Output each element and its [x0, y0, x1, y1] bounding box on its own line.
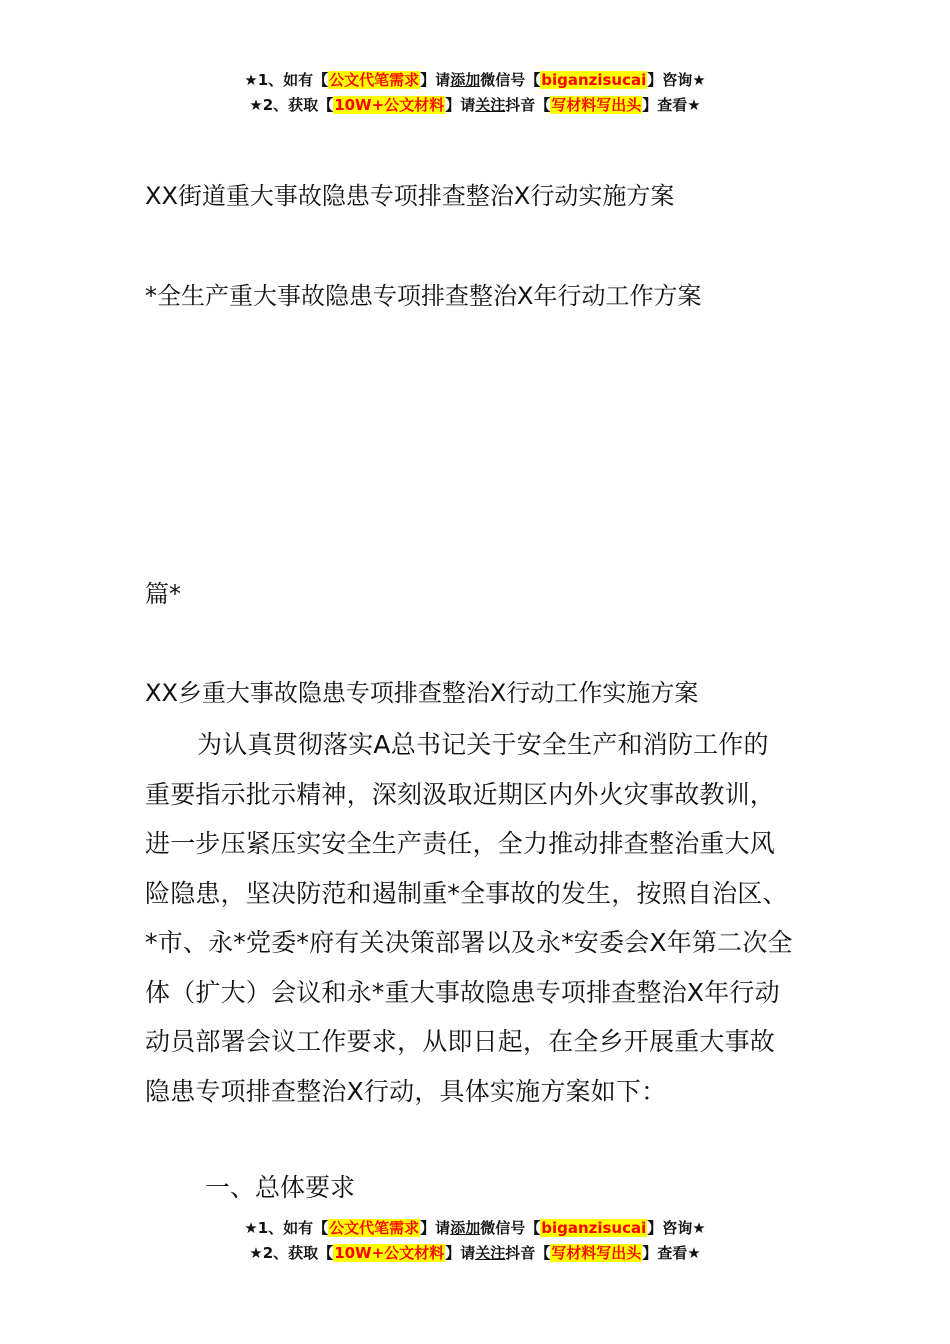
doc-title-2: *全生产重大事故隐患专项排查整治X年行动工作方案 [145, 282, 702, 310]
banner-text: 】查看★ [642, 1244, 701, 1262]
banner-text: 微信号【 [480, 71, 541, 89]
banner-text: 】请 [445, 1244, 476, 1262]
banner-text: ★1、如有【 [244, 71, 329, 89]
banner-text: 微信号【 [480, 1219, 541, 1237]
banner-text: 抖音【 [505, 1244, 551, 1262]
banner-underlined: 关注 [475, 96, 506, 114]
banner-text: 】请 [445, 96, 476, 114]
banner-highlight: 公文代笔需求 [329, 1219, 420, 1237]
paragraph-line: 进一步压紧压实安全生产责任，全力推动排查整治重大风 [145, 829, 776, 858]
banner-line-2 [0, 1241, 950, 1266]
intro-paragraph [145, 720, 810, 1116]
banner-text: 】请 [420, 71, 451, 89]
chapter-heading: 篇* [145, 580, 181, 608]
banner-underlined: 添加 [450, 71, 481, 89]
banner-highlight: 10W+公文材料 [334, 96, 445, 114]
paragraph-line: 动员部署会议工作要求，从即日起，在全乡开展重大事故 [145, 1027, 776, 1056]
doc-title-1: XX街道重大事故隐患专项排查整治X行动实施方案 [145, 182, 675, 210]
banner-text: 】咨询★ [647, 71, 706, 89]
paragraph-line: 体（扩大）会议和永*重大事故隐患专项排查整治X年行动 [145, 977, 780, 1007]
top-banner [0, 68, 950, 118]
banner-highlight: 公文代笔需求 [329, 71, 420, 89]
banner-highlight: 10W+公文材料 [334, 1244, 445, 1262]
banner-text: ★1、如有【 [244, 1219, 329, 1237]
banner-text: 】请 [420, 1219, 451, 1237]
banner-douyin-id: 写材料写出头 [551, 96, 642, 114]
section-heading: 一、总体要求 [205, 1173, 356, 1202]
banner-line-2 [0, 93, 950, 118]
banner-wechat-id: biganzisucai [541, 1219, 647, 1237]
paragraph-line: *市、永*党委*府有关决策部署以及永*安委会X年第二次全 [145, 928, 793, 957]
banner-text: ★2、获取【 [249, 96, 334, 114]
paragraph-line: 为认真贯彻落实A总书记关于安全生产和消防工作的 [197, 730, 769, 759]
banner-wechat-id: biganzisucai [541, 71, 647, 89]
banner-text: 】咨询★ [647, 1219, 706, 1237]
banner-underlined: 添加 [450, 1219, 481, 1237]
paragraph-line: 重要指示批示精神，深刻汲取近期区内外火灾事故教训， [145, 779, 776, 809]
bottom-banner [0, 1216, 950, 1266]
banner-line-1 [0, 68, 950, 93]
banner-text: 抖音【 [505, 96, 551, 114]
doc-title-3: XX乡重大事故隐患专项排查整治X行动工作实施方案 [145, 679, 699, 707]
banner-text: ★2、获取【 [249, 1244, 334, 1262]
paragraph-line: 险隐患，坚决防范和遏制重*全事故的发生，按照自治区、 [145, 878, 788, 908]
banner-line-1 [0, 1216, 950, 1241]
banner-douyin-id: 写材料写出头 [551, 1244, 642, 1262]
banner-underlined: 关注 [475, 1244, 506, 1262]
banner-text: 】查看★ [642, 96, 701, 114]
paragraph-line: 隐患专项排查整治X行动，具体实施方案如下： [145, 1076, 667, 1106]
